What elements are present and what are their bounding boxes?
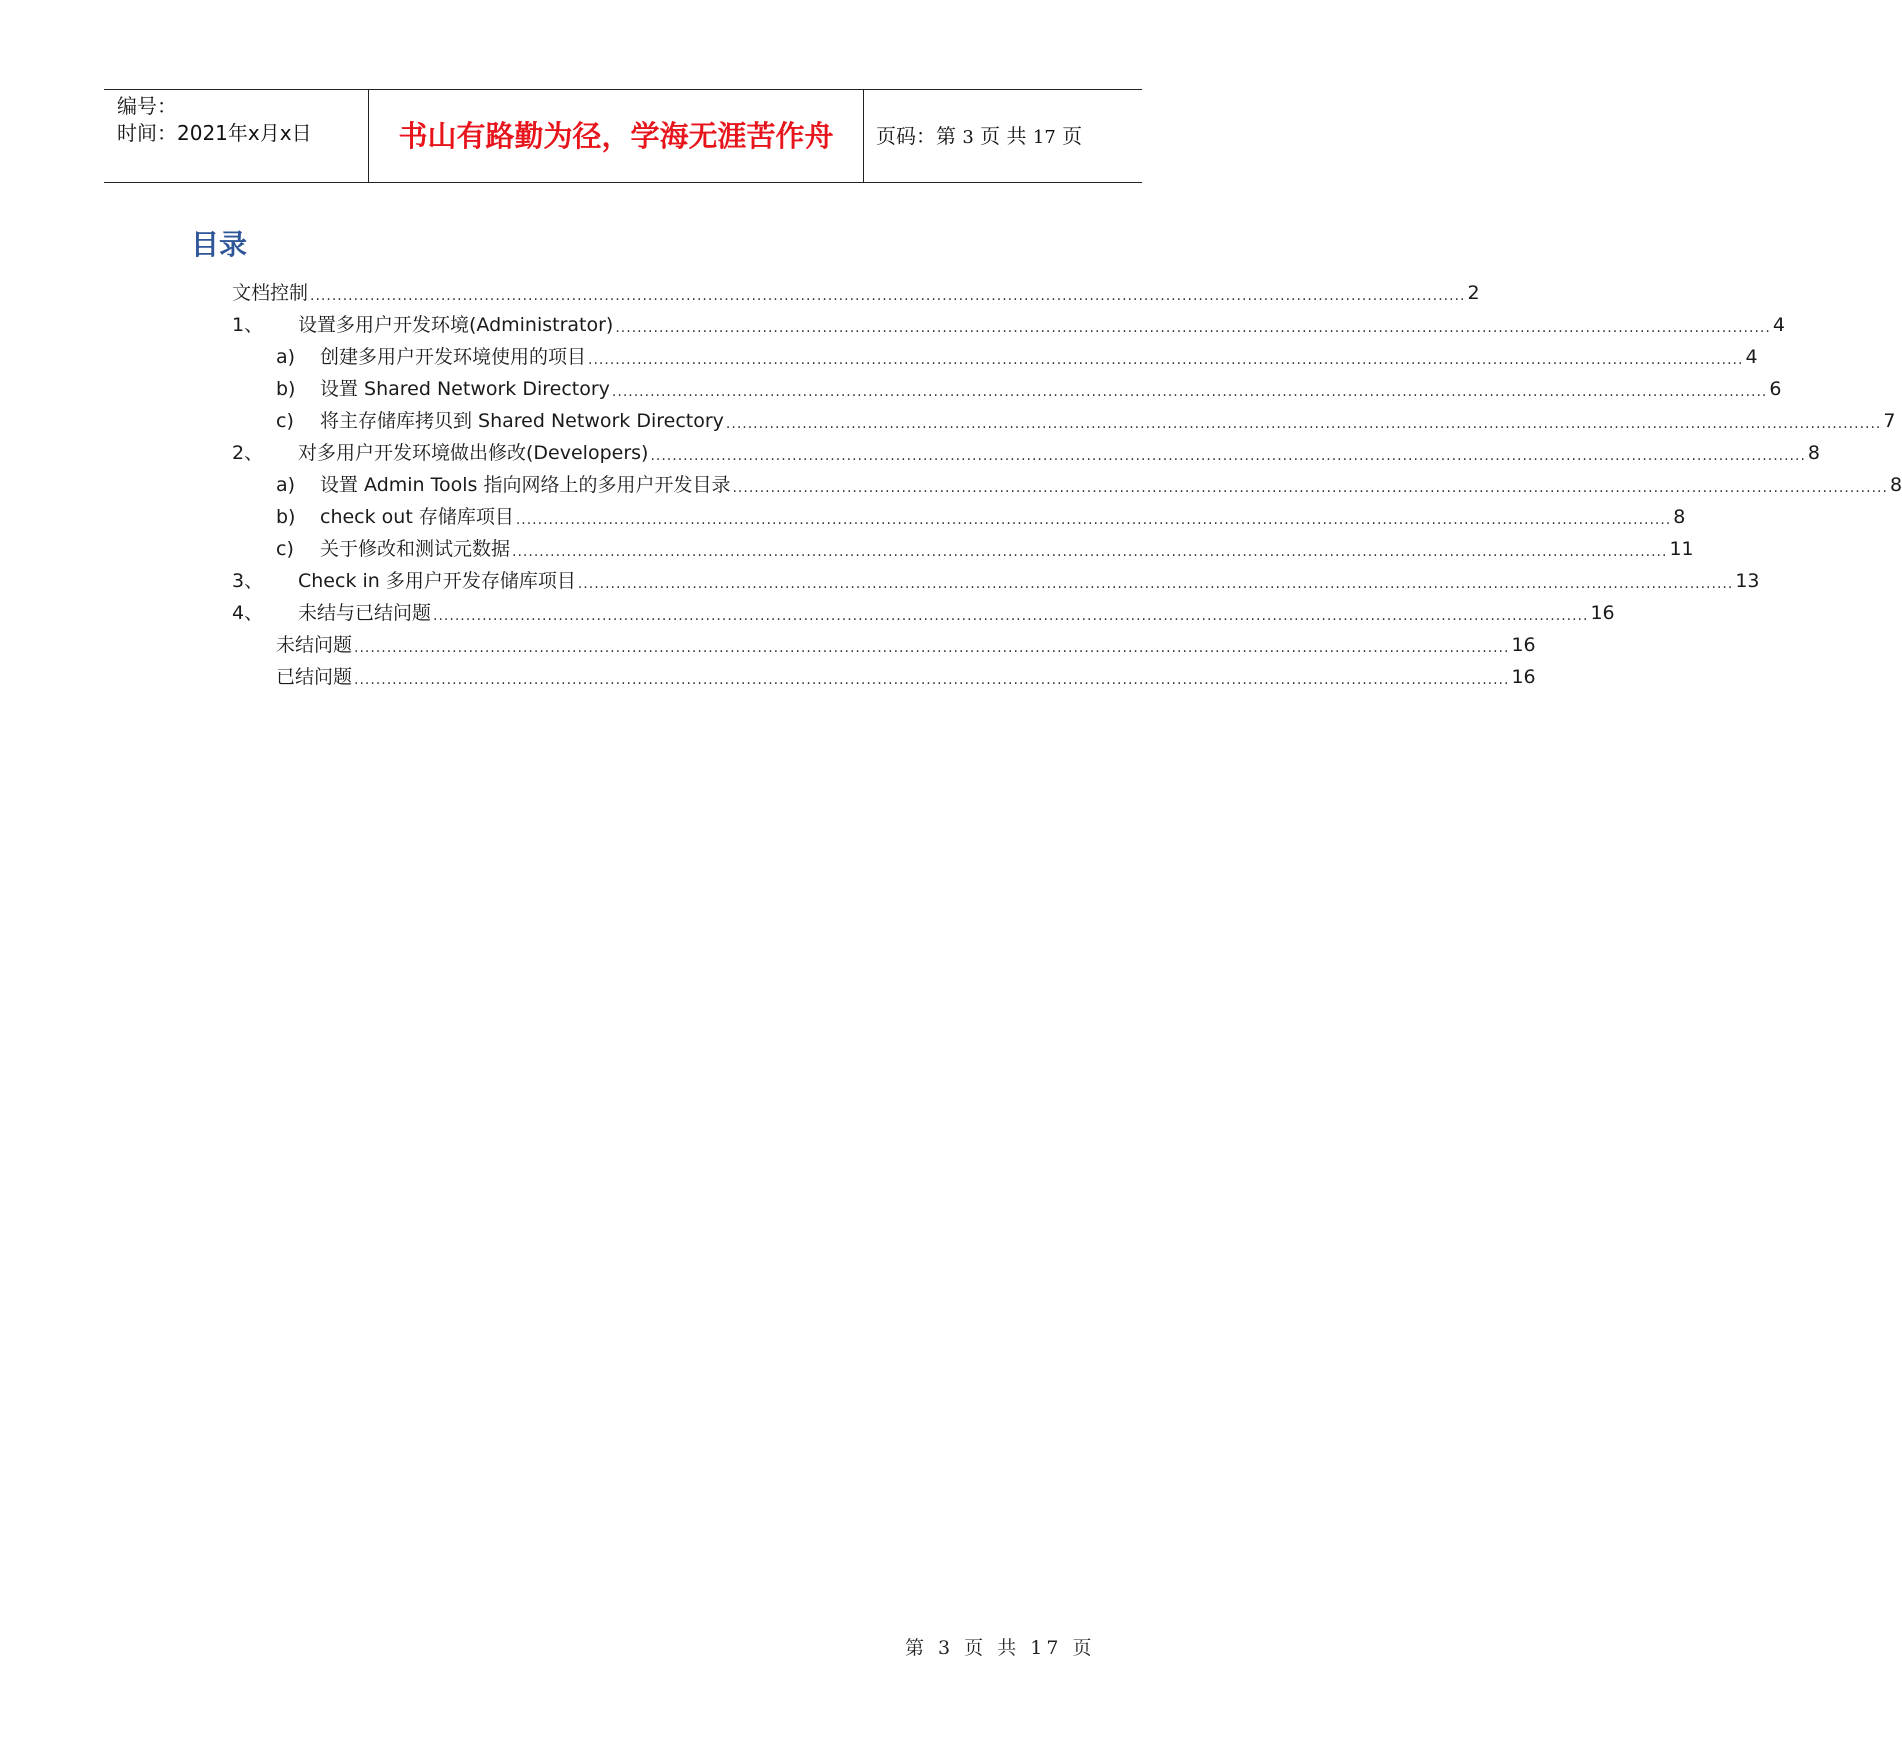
document-time-label: 时间：2021年x月x日 <box>117 121 312 145</box>
toc-entry-number: 4、 <box>232 602 264 624</box>
toc-entry-number: a) <box>276 474 296 496</box>
toc-entry-leader: .................................................................................................................................................................................................................... <box>725 416 1882 432</box>
header-page-cell <box>864 90 1142 182</box>
toc-entry-title: 创建多用户开发环境使用的项目 <box>320 346 587 368</box>
toc-entry-title: 设置 Admin Tools 指向网络上的多用户开发目录 <box>320 474 731 496</box>
toc-entry[interactable] <box>276 372 1782 402</box>
toc-entry-title: 关于修改和测试元数据 <box>320 538 511 560</box>
toc-entry-page: 16 <box>1511 666 1536 688</box>
toc-entry-title: 文档控制 <box>232 282 309 304</box>
toc-entry[interactable] <box>232 596 1615 626</box>
toc-entry-number: b) <box>276 506 296 528</box>
toc-entry[interactable] <box>276 532 1694 562</box>
toc-entry-leader: .................................................................................................................................................................................................................... <box>650 448 1806 464</box>
toc-entry-page: 8 <box>1889 474 1902 496</box>
toc-entry[interactable] <box>232 564 1760 594</box>
toc-entry-number: 3、 <box>232 570 264 592</box>
toc-entry[interactable] <box>232 436 1820 466</box>
toc-entry[interactable] <box>232 276 1480 306</box>
toc-heading: 目录 <box>191 228 248 261</box>
header-motto-cell <box>368 90 864 182</box>
toc-entry-leader: .................................................................................................................................................................................................................... <box>310 288 1466 304</box>
toc-entry-page: 8 <box>1807 442 1820 464</box>
toc-entry[interactable] <box>276 628 1536 658</box>
toc-entry-number: b) <box>276 378 296 400</box>
page-info-suffix: 页 <box>1062 124 1083 148</box>
toc-entry[interactable] <box>276 660 1536 690</box>
toc-entry-number: c) <box>276 410 294 432</box>
toc-entry-page: 4 <box>1745 346 1758 368</box>
toc-entry[interactable] <box>276 500 1686 530</box>
toc-entry-page: 6 <box>1769 378 1782 400</box>
toc-entry-title: 未结与已结问题 <box>298 602 432 624</box>
toc-entry-leader: .................................................................................................................................................................................................................... <box>515 512 1672 528</box>
toc-entry-page: 13 <box>1735 570 1760 592</box>
toc-entry-number: 1、 <box>232 314 264 336</box>
toc-entry-title: 设置多用户开发环境(Administrator) <box>298 314 614 336</box>
toc-entry-title: check out 存储库项目 <box>320 506 514 528</box>
toc-entry-page: 4 <box>1772 314 1785 336</box>
toc-entry-title: 将主存储库拷贝到 Shared Network Directory <box>320 410 724 432</box>
toc-entry-leader: .................................................................................................................................................................................................................... <box>577 576 1734 592</box>
toc-entry-leader: .................................................................................................................................................................................................................... <box>615 320 1771 336</box>
toc-entry-title: 已结问题 <box>276 666 353 688</box>
toc-entry[interactable] <box>276 468 1902 498</box>
page-info-middle: 页 共 <box>980 124 1027 148</box>
page-footer: 第 3 页 共 17 页 <box>905 1637 1096 1659</box>
motto-text: 书山有路勤为径，学海无涯苦作舟 <box>398 119 834 153</box>
header-info-cell <box>104 90 368 182</box>
toc-entry-page: 16 <box>1590 602 1615 624</box>
toc-entry-page: 7 <box>1883 410 1896 432</box>
toc-entry-page: 16 <box>1511 634 1536 656</box>
header-page-info <box>876 124 1082 150</box>
toc-entry-page: 11 <box>1669 538 1694 560</box>
document-header <box>104 89 1142 183</box>
toc-entry-leader: .................................................................................................................................................................................................................... <box>588 352 1744 368</box>
page-info-total: 17 <box>1032 127 1056 148</box>
toc-entry-leader: .................................................................................................................................................................................................................... <box>354 640 1510 656</box>
toc-entry-title: 设置 Shared Network Directory <box>320 378 610 400</box>
toc-entry-page: 2 <box>1467 282 1480 304</box>
toc-entry-number: 2、 <box>232 442 264 464</box>
toc-entry[interactable] <box>276 340 1758 370</box>
page-info-prefix: 页码：第 <box>876 124 956 148</box>
toc-entry-number: a) <box>276 346 296 368</box>
toc-entry-page: 8 <box>1673 506 1686 528</box>
toc-entry-leader: .................................................................................................................................................................................................................... <box>512 544 1668 560</box>
toc-entry-leader: .................................................................................................................................................................................................................... <box>433 608 1589 624</box>
toc-entry-title: Check in 多用户开发存储库项目 <box>298 570 576 592</box>
page-info-current: 3 <box>962 127 974 148</box>
toc-entry[interactable] <box>276 404 1896 434</box>
toc-entry[interactable] <box>232 308 1785 338</box>
toc-entry-title: 对多用户开发环境做出修改(Developers) <box>298 442 649 464</box>
toc-entry-title: 未结问题 <box>276 634 353 656</box>
toc-entry-number: c) <box>276 538 294 560</box>
toc-entry-leader: .................................................................................................................................................................................................................... <box>732 480 1888 496</box>
toc-entry-leader: .................................................................................................................................................................................................................... <box>354 672 1510 688</box>
toc-entry-leader: .................................................................................................................................................................................................................... <box>611 384 1768 400</box>
document-number-label: 编号： <box>117 94 177 118</box>
